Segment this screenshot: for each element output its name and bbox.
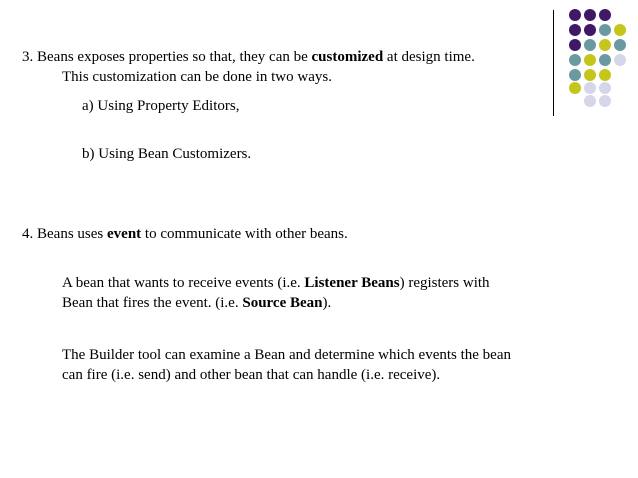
decor-dot (569, 69, 581, 81)
point-3-keyword: customized (311, 49, 384, 65)
point-3-line-1 (22, 48, 475, 67)
para-1-text-2: Bean that fires the event. (i.e. (62, 295, 243, 311)
point-4-line (22, 225, 348, 244)
decorative-vertical-rule (553, 10, 554, 116)
para-2-line-1: The Builder tool can examine a Bean and determine which events the bean (62, 347, 511, 363)
option-b: b) Using Bean Customizers. (82, 146, 252, 162)
decor-dot (599, 9, 611, 21)
decor-dot (569, 54, 581, 66)
decor-dot (599, 82, 611, 94)
decor-dot (599, 95, 611, 107)
decor-dot (569, 82, 581, 94)
decor-dot (569, 9, 581, 21)
para-1-text: A bean that wants to receive events (i.e. (62, 275, 305, 291)
decor-dot (614, 54, 626, 66)
decor-dot (614, 24, 626, 36)
decor-dot (584, 9, 596, 21)
para-1-text-end: ) registers with (399, 275, 490, 291)
option-a: a) Using Property Editors, (82, 98, 240, 114)
point-4-keyword: event (107, 226, 142, 242)
source-bean-keyword: Source Bean (242, 295, 323, 311)
para-1-line-1 (62, 274, 490, 293)
decor-dot (599, 69, 611, 81)
decor-dot (584, 39, 596, 51)
decor-dot (569, 39, 581, 51)
point-4-text-end: to communicate with other beans. (141, 226, 348, 242)
para-2-line-2: can fire (i.e. send) and other bean that can handle (i.e. receive). (62, 367, 441, 383)
listener-beans-keyword: Listener Beans (304, 275, 400, 291)
point-4-text: 4. Beans uses (22, 226, 107, 242)
decor-dot (599, 39, 611, 51)
decor-dot (599, 24, 611, 36)
decor-dot (584, 82, 596, 94)
decor-dot (584, 95, 596, 107)
point-3-text-end: at design time. (383, 49, 475, 65)
point-3-line-2: This customization can be done in two ways. (62, 69, 332, 85)
para-1-text-2-end: ). (322, 295, 332, 311)
decor-dot (584, 24, 596, 36)
decor-dot (614, 39, 626, 51)
decor-dot (569, 24, 581, 36)
point-3-text: 3. Beans exposes properties so that, they can be (22, 49, 312, 65)
decor-dot (584, 54, 596, 66)
decor-dot (599, 54, 611, 66)
decor-dot (584, 69, 596, 81)
para-1-line-2 (62, 294, 331, 313)
